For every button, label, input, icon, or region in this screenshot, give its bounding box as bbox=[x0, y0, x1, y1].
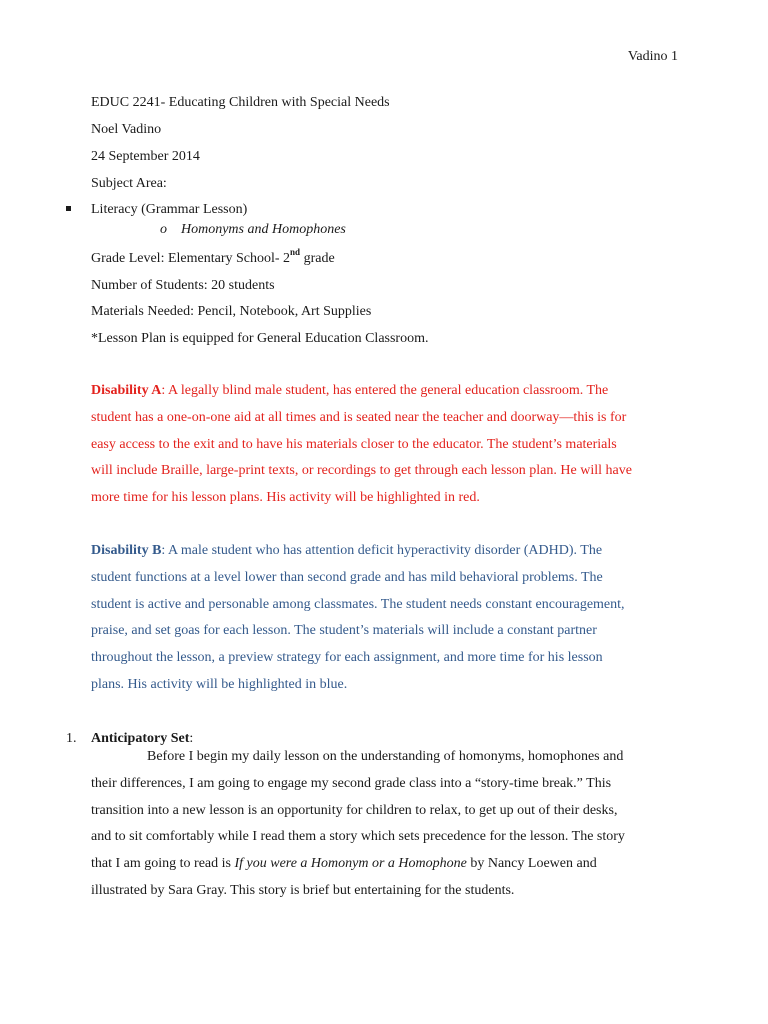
grade-level-text: Grade Level: Elementary School- 2 bbox=[91, 251, 291, 266]
disability-b-paragraph bbox=[91, 538, 681, 699]
disability-a-line-2: student has a one-on-one aid at all times and is seated near the teacher and doorway—this is for bbox=[91, 409, 627, 425]
disability-b-line-2: student functions at a level lower than second grade and has mild behavioral problems. The bbox=[91, 569, 603, 585]
disability-a-label: Disability A bbox=[91, 383, 162, 398]
grade-level-suffix: grade bbox=[300, 251, 335, 266]
book-title: If you were a Homonym or a Homophone bbox=[234, 856, 467, 872]
disability-a-line-4: will include Braille, large-print texts, or recordings to get through each lesson plan. He will have bbox=[91, 463, 632, 479]
anticipatory-line-5-start: that I am going to read is bbox=[91, 856, 235, 872]
disability-b-line-1: : A male student who has attention deficit hyperactivity disorder (ADHD). The bbox=[161, 543, 603, 558]
anticipatory-set-title: Anticipatory Set bbox=[91, 731, 190, 746]
anticipatory-line-2: their differences, I am going to engage my second grade class into a “story-time break.” This bbox=[91, 775, 612, 791]
disability-b-line-4: praise, and set goas for each lesson. The student’s materials will include a constant partner bbox=[91, 623, 597, 639]
anticipatory-line-6: illustrated by Sara Gray. This story is brief but entertaining for the students. bbox=[91, 882, 515, 898]
subject-sub-item: Homonyms and Homophones bbox=[181, 222, 346, 237]
anticipatory-line-4: and to sit comfortably while I read them a story which sets precedence for the lesson. The story bbox=[91, 829, 625, 845]
sub-bullet-marker: o bbox=[160, 222, 167, 237]
disability-a-line-5: more time for his lesson plans. His activity will be highlighted in red. bbox=[91, 490, 480, 506]
disability-a-line-1: : A legally blind male student, has entered the general education classroom. The bbox=[161, 383, 609, 398]
grade-level-line bbox=[91, 249, 335, 269]
anticipatory-line-3: transition into a new lesson is an opportunity for children to relax, to get up out of their desks, bbox=[91, 802, 618, 818]
anticipatory-line-5 bbox=[91, 851, 681, 878]
subject-label: Subject Area: bbox=[91, 176, 167, 191]
grade-level-superscript: nd bbox=[290, 247, 301, 258]
subject-item: Literacy (Grammar Lesson) bbox=[91, 202, 248, 217]
date-line: 24 September 2014 bbox=[91, 149, 200, 164]
anticipatory-line-5-end: by Nancy Loewen and bbox=[466, 856, 597, 872]
anticipatory-set-paragraph bbox=[91, 744, 681, 905]
disability-b-label: Disability B bbox=[91, 543, 162, 558]
disability-a-paragraph bbox=[91, 378, 681, 512]
disability-b-line-6: plans. His activity will be highlighted in blue. bbox=[91, 676, 348, 692]
running-head: Vadino 1 bbox=[627, 49, 678, 64]
course-line: EDUC 2241- Educating Children with Special Needs bbox=[91, 95, 390, 110]
disability-b-line-3: student is active and personable among classmates. The student needs constant encouragement, bbox=[91, 596, 625, 612]
list-number: 1. bbox=[66, 731, 77, 746]
materials-line: Materials Needed: Pencil, Notebook, Art Supplies bbox=[91, 304, 372, 319]
anticipatory-set-colon: : bbox=[189, 731, 194, 746]
disability-b-line-5: throughout the lesson, a preview strategy for each assignment, and more time for his lesson bbox=[91, 650, 603, 666]
author-line: Noel Vadino bbox=[91, 122, 162, 137]
disability-a-line-3: easy access to the exit and to have his materials closer to the educator. The student’s materials bbox=[91, 436, 617, 452]
general-ed-note: *Lesson Plan is equipped for General Education Classroom. bbox=[91, 331, 429, 346]
number-of-students-line: Number of Students: 20 students bbox=[91, 278, 275, 293]
anticipatory-line-1: Before I begin my daily lesson on the understanding of homonyms, homophones and bbox=[147, 749, 624, 764]
square-bullet-icon bbox=[66, 206, 71, 211]
